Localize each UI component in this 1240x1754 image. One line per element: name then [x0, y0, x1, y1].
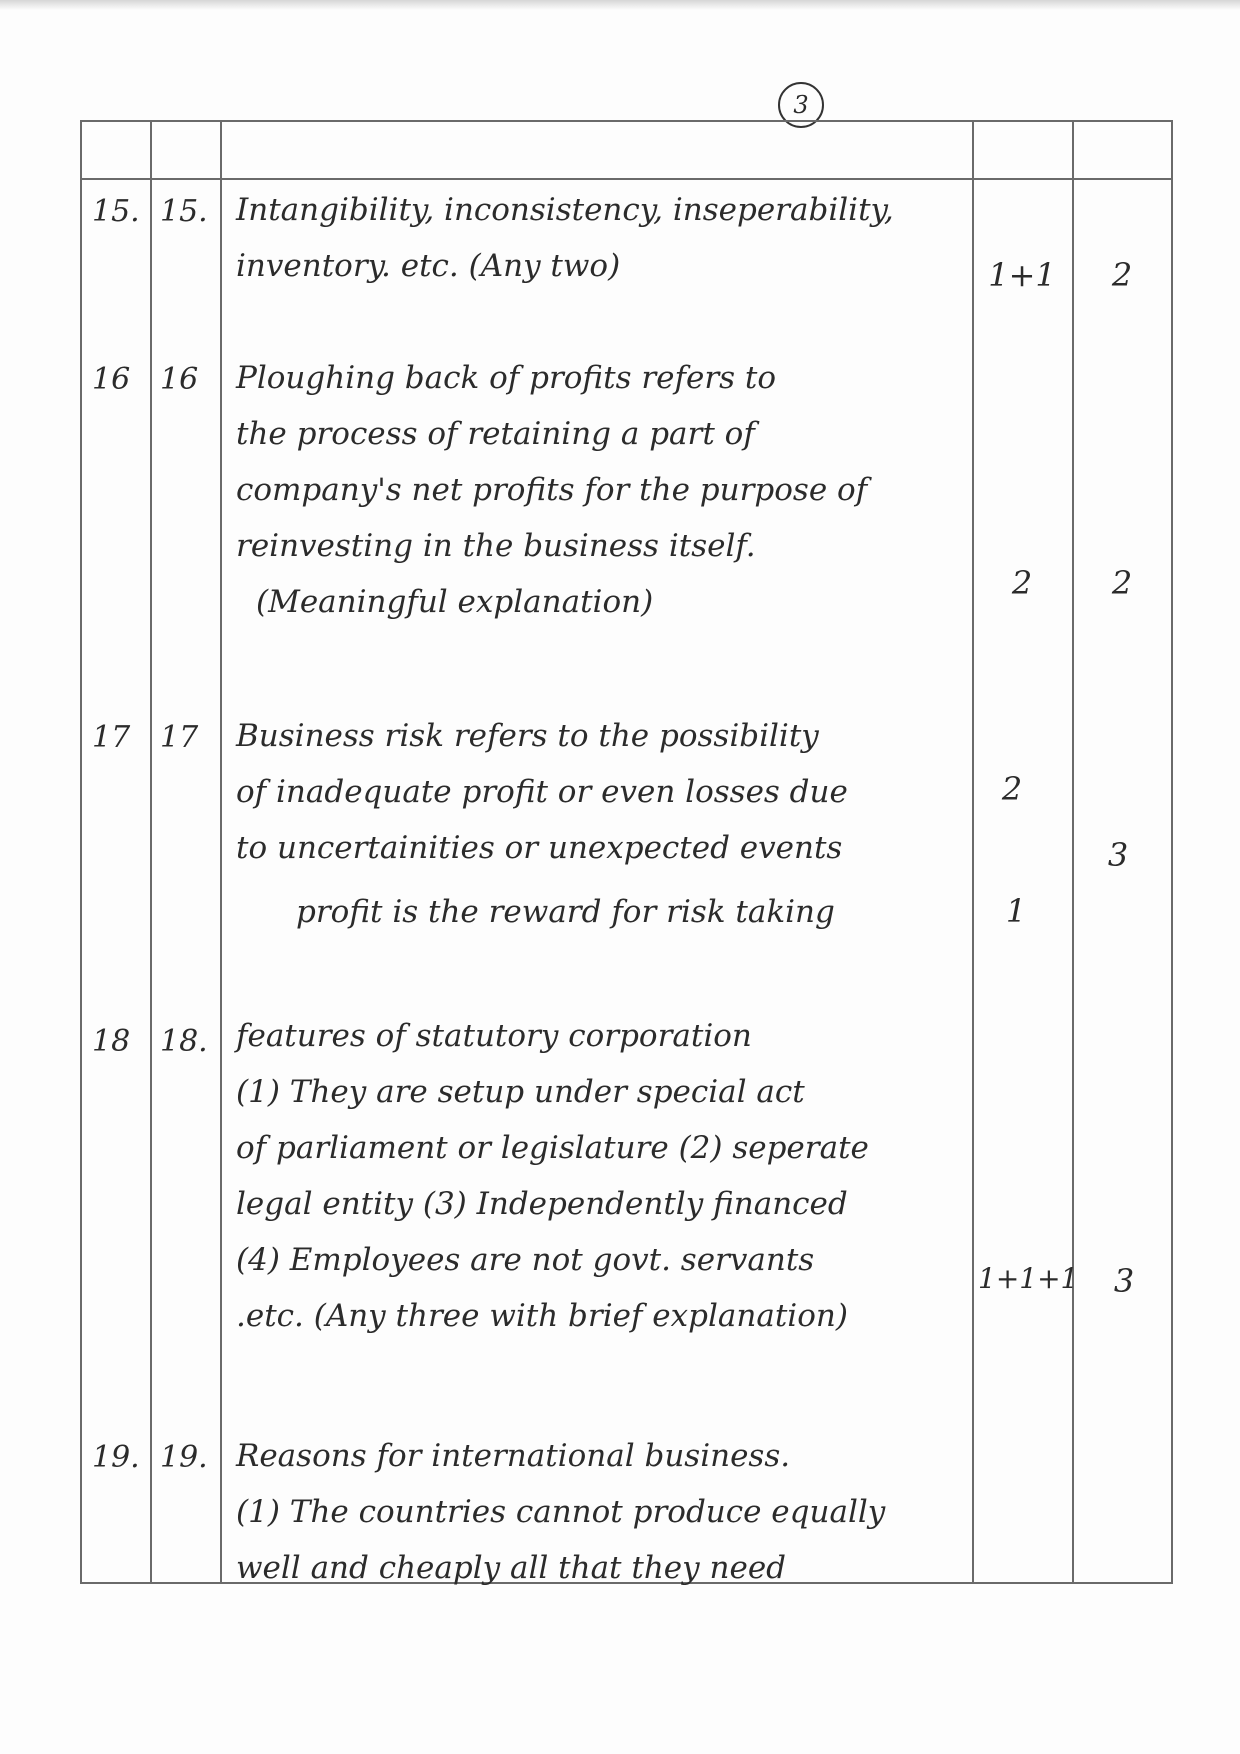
question-number: 18	[92, 1024, 131, 1059]
answer-text	[236, 182, 966, 294]
column-divider	[150, 120, 152, 1584]
answer-line: Reasons for international business.	[236, 1438, 791, 1474]
answer-line: legal entity (3) Independently financed	[236, 1186, 848, 1222]
column-divider	[972, 120, 974, 1584]
answer-line: (1) The countries cannot produce equally	[236, 1494, 886, 1530]
answer-line: reinvesting in the business itself.	[236, 528, 756, 564]
split-marks: 1+1	[988, 256, 1056, 294]
answer-line: Ploughing back of profits refers to	[236, 360, 777, 396]
answer-line: (1) They are setup under special act	[236, 1074, 805, 1110]
answer-number: 18.	[160, 1024, 208, 1059]
total-marks: 2	[1111, 256, 1133, 294]
total-marks: 2	[1111, 564, 1133, 602]
question-number: 16	[92, 362, 131, 397]
scan-edge	[0, 0, 1240, 10]
question-number: 15.	[92, 194, 140, 229]
page-number: 3	[778, 82, 824, 128]
answer-text	[236, 1428, 966, 1596]
answer-line: Business risk refers to the possibility	[236, 718, 819, 754]
answer-line: of parliament or legislature (2) seperate	[236, 1130, 869, 1166]
total-marks: 3	[1113, 1262, 1135, 1300]
answer-line: .etc. (Any three with brief explanation)	[236, 1298, 848, 1334]
answer-line: company's net profits for the purpose of	[236, 472, 868, 508]
answer-number: 16	[160, 362, 199, 397]
split-marks: 2	[1011, 564, 1033, 602]
answer-line: (4) Employees are not govt. servants	[236, 1242, 815, 1278]
answer-line: of inadequate profit or even losses due	[236, 774, 848, 810]
answer-number: 17	[160, 720, 199, 755]
answer-line: the process of retaining a part of	[236, 416, 755, 452]
answer-line: profit is the reward for risk taking	[296, 894, 835, 930]
answer-text	[236, 1008, 966, 1344]
answer-line: (Meaningful explanation)	[256, 584, 654, 620]
column-divider	[220, 120, 222, 1584]
answer-line: features of statutory corporation	[236, 1018, 752, 1054]
column-divider	[1072, 120, 1074, 1584]
answer-line: Intangibility, inconsistency, inseperability,	[236, 192, 894, 228]
answer-line: well and cheaply all that they need	[236, 1550, 787, 1586]
split-marks: 1+1+1	[978, 1262, 1079, 1295]
question-number: 17	[92, 720, 131, 755]
header-divider	[80, 178, 1173, 180]
answer-line: inventory. etc. (Any two)	[236, 248, 621, 284]
total-marks: 3	[1107, 836, 1129, 874]
split-marks: 2	[1001, 770, 1023, 808]
answer-text	[236, 708, 966, 940]
answer-number: 15.	[160, 194, 208, 229]
split-marks: 1	[1005, 892, 1027, 930]
answer-text	[236, 350, 966, 630]
answer-number: 19.	[160, 1440, 208, 1475]
question-number: 19.	[92, 1440, 140, 1475]
answer-line: to uncertainities or unexpected events	[236, 830, 843, 866]
